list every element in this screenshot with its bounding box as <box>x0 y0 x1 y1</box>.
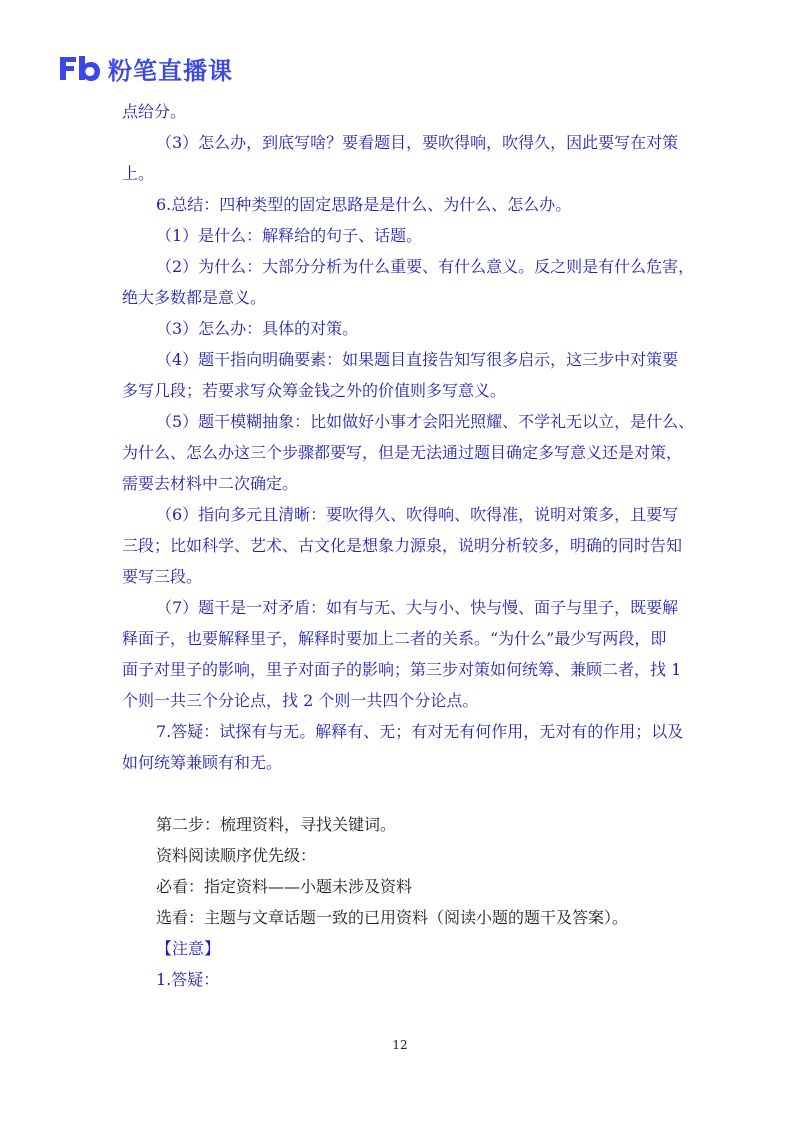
text-line: 第二步：梳理资料，寻找关键词。 <box>156 815 397 834</box>
text-line: 如何统筹兼顾有和无。 <box>122 753 283 772</box>
text-line: （5）题干模糊抽象：比如做好小事才会阳光照耀、不学礼无以立，是什么、 <box>156 412 695 431</box>
text-line: （3）怎么办：具体的对策。 <box>156 319 359 338</box>
text-line: 三段；比如科学、艺术、古文化是想象力源泉，说明分析较多，明确的同时告知 <box>122 536 683 555</box>
text-line: 资料阅读顺序优先级： <box>156 846 317 865</box>
text-line: （4）题干指向明确要素：如果题目直接告知写很多启示，这三步中对策要 <box>156 350 679 369</box>
text-line: （7）题干是一对矛盾：如有与无、大与小、快与慢、面子与里子，既要解 <box>156 598 679 617</box>
page-number: 12 <box>392 1038 408 1052</box>
text-line: 6.总结：四种类型的固定思路是是什么、为什么、怎么办。 <box>156 195 572 214</box>
header <box>58 52 233 84</box>
text-line: 要写三段。 <box>122 567 203 586</box>
note-heading: 【注意】 <box>156 939 221 958</box>
document-body <box>122 96 695 995</box>
text-line: 需要去材料中二次确定。 <box>122 474 299 493</box>
text-line: 释面子，也要解释里子，解释时要加上二者的关系。“为什么”最少写两段，即 <box>122 629 667 648</box>
text-line: 多写几段；若要求写众筹金钱之外的价值则多写意义。 <box>122 381 507 400</box>
text-line: 上。 <box>122 164 155 183</box>
text-line: 7.答疑：试探有与无。解释有、无；有对无有何作用，无对有的作用；以及 <box>156 722 684 741</box>
text-line: 个则一共三个分论点，找 2 个则一共四个分论点。 <box>122 691 479 710</box>
text-line: （3）怎么办，到底写啥？要看题目，要吹得响，吹得久，因此要写在对策 <box>156 133 679 152</box>
text-line: 必看：指定资料——小题未涉及资料 <box>156 877 413 896</box>
text-line: 为什么、怎么办这三个步骤都要写，但是无法通过题目确定多写意义还是对策， <box>122 443 683 462</box>
text-line: 1.答疑： <box>156 970 220 989</box>
text-line: （1）是什么：解释给的句子、话题。 <box>156 226 423 245</box>
text-line: 绝大多数都是意义。 <box>122 288 267 307</box>
brand-name: 粉笔直播课 <box>108 56 233 85</box>
text-line: （2）为什么：大部分分析为什么重要、有什么意义。反之则是有什么危害， <box>156 257 695 276</box>
text-line: 选看：主题与文章话题一致的已用资料（阅读小题的题干及答案）。 <box>156 908 629 927</box>
text-line: 面子对里子的影响，里子对面子的影响；第三步对策如何统筹、兼顾二者，找 1 <box>122 660 682 679</box>
text-line: 点给分。 <box>122 102 187 121</box>
fb-logo-icon <box>58 53 102 83</box>
text-line: （6）指向多元且清晰：要吹得久、吹得响、吹得准，说明对策多，且要写 <box>156 505 679 524</box>
